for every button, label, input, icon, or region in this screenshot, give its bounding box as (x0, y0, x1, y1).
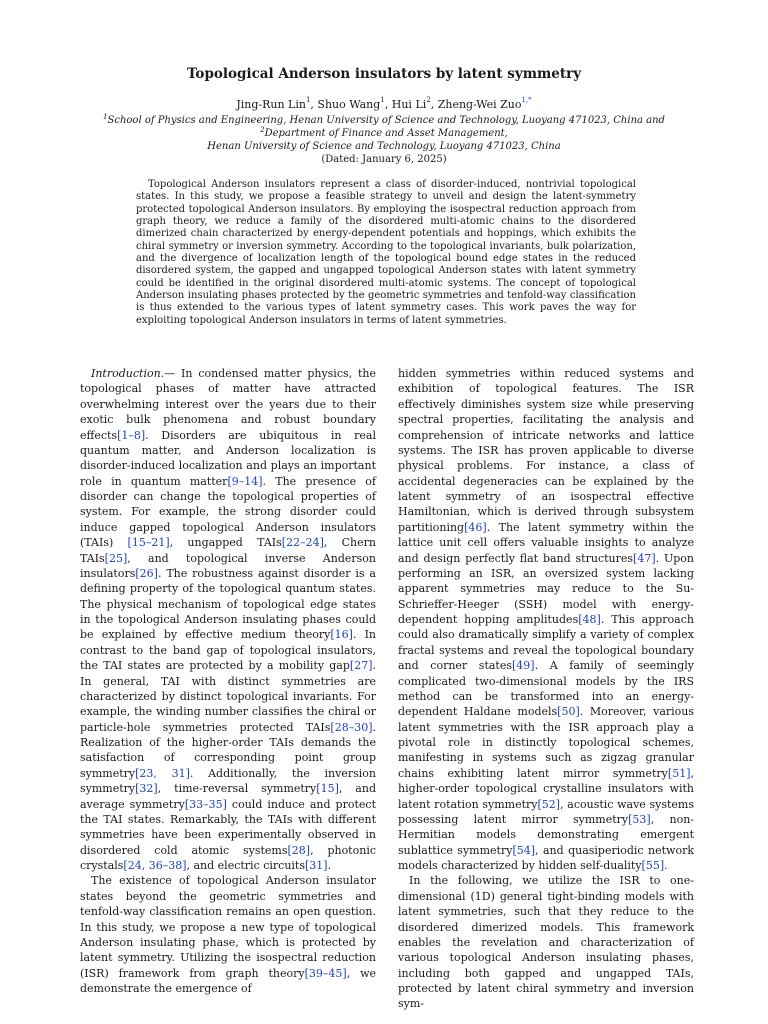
citation-link[interactable]: [32] (135, 782, 158, 796)
body-text: , photonic crystals (80, 843, 376, 872)
author-affiliation-mark[interactable]: 1,* (521, 96, 532, 104)
body-text: , non-Hermitian models demonstrating emergent sublattice symmetry (398, 812, 694, 857)
body-text: , and topological inverse Anderson insulators (80, 551, 376, 580)
body-text: . The robustness against disorder is a defining property of the topological quantum states. The physical mechanism of topological edge states in the topological Anderson insulating phases could be explained by effective medium theory (80, 566, 376, 642)
author-name: Shuo Wang (317, 98, 381, 111)
citation-link[interactable]: [22–24] (281, 536, 324, 550)
affiliation-text: Department of Finance and Asset Management, (264, 128, 508, 139)
body-text: , time-reversal symmetry (157, 782, 317, 796)
body-text: , acoustic wave systems possessing latent mirror symmetry (398, 797, 694, 826)
citation-link[interactable]: [51] (667, 766, 691, 780)
body-text: , and average symmetry (80, 782, 376, 811)
body-text: . Additionally, the inversion symmetry (80, 766, 376, 796)
abstract (136, 179, 636, 327)
body-text: , ungapped TAIs (169, 536, 282, 550)
citation-link[interactable]: [27] (349, 659, 373, 673)
body-text: , higher-order topological crystalline insulators with latent rotation symmetry (398, 766, 694, 811)
citation-link[interactable]: [55] (641, 859, 665, 872)
left-column (80, 366, 376, 996)
intro-paragraph-4: In the following, we utilize the ISR to one-dimensional (1D) general tight-binding models with latent symmetries, such that they reduce to the disordered dimerized models. This framework enables the revelation and characterization of various topological Anderson insulating phases, including both gapped and ungapped TAIs, protected by latent chiral symmetry and inversion sym- (398, 874, 694, 1011)
body-text: . In contrast to the band gap of topological insulators, the TAI states are protected by a mobility gap (80, 628, 376, 673)
citation-link[interactable]: [28–30] (330, 720, 373, 734)
author-affiliation-mark: 1 (380, 96, 385, 104)
body-text: . (327, 859, 332, 872)
citation-link[interactable]: [9–14] (227, 474, 263, 488)
citation-link[interactable]: [47] (633, 551, 656, 565)
author-affiliation-mark: 1 (305, 96, 311, 104)
affiliation-line-1 (0, 115, 768, 126)
body-text: , and quasiperiodic network models characterized by hidden self-duality (398, 843, 694, 872)
author-affiliation-mark: 2 (426, 96, 431, 104)
body-text: , Chern TAIs (80, 536, 376, 565)
dated-line: (Dated: January 6, 2025) (321, 154, 447, 165)
body-text: , and electric circuits (186, 859, 305, 872)
citation-link[interactable]: [53] (628, 812, 651, 826)
body-text: . Moreover, various latent symmetries with the ISR approach play a pivotal role in distinctly topological schemes, manifesting in systems such as zigzag granular chains exhibiting latent mirror symmetry (398, 705, 694, 780)
citation-link[interactable]: [15] (316, 782, 339, 796)
citation-link[interactable]: [28] (287, 843, 311, 857)
citation-link[interactable]: [16] (330, 628, 353, 642)
citation-link[interactable]: [52] (537, 797, 561, 811)
author-name: Jing-Run Lin (236, 98, 306, 111)
body-text: . (664, 859, 668, 872)
affiliation-mark: 1 (103, 113, 108, 121)
author-list: Jing-Run Lin$^1$, Shuo Wang$^1$, Hui Li$^2$, Zheng-Wei Zuo$^{1,*}$ (236, 96, 532, 111)
body-text: . The presence of disorder can change the topological properties of system. For example, the strong disorder could induce gapped topological Anderson insulators (TAIs) (80, 474, 376, 550)
paper-title: Topological Anderson insulators by latent symmetry (186, 66, 582, 82)
citation-link[interactable]: [46] (464, 520, 487, 534)
body-text: could induce and protect the TAI states. Remarkably, the TAIs with different symmetries have been experimentally observed in disordered cold atomic systems (80, 797, 376, 857)
right-column (398, 366, 694, 1012)
citation-link[interactable]: [49] (512, 659, 535, 673)
citation-link[interactable]: [31] (305, 859, 328, 872)
body-text: The existence of topological Anderson insulator states beyond the geometric symmetries and tenfold-way classification remains an open question. In this study, we propose a new type of topological Anderson insulating phase, which is protected by latent symmetry. Utilizing the isospectral reduction (ISR) framework from graph theory (80, 874, 376, 980)
author-name: Hui Li (391, 98, 427, 111)
affiliation-text: School of Physics and Engineering, Henan University of Science and Technology, Luoyang 471023, China and (107, 115, 665, 126)
body-text: . In general, TAI with distinct symmetries are characterized by distinct topological invariants. For example, the winding number classifies the chiral or particle-hole symmetries protected TAIs (80, 659, 376, 734)
citation-link[interactable]: [33–35] (184, 797, 227, 811)
citation-link[interactable]: [25] (104, 551, 128, 565)
abstract-text: Topological Anderson insulators represent a class of disorder-induced, nontrivial topological states. In this study, we propose a feasible strategy to unveil and design the latent-symmetry protected topological Anderson insulators. By employing the isospectral reduction approach from graph theory, we reduce a family of the disordered multi-atomic chains to the disordered dimerized chain characterized by energy-dependent potentials and hoppings, which exhibits the chiral symmetry or inversion symmetry. According to the topological invariants, bulk polarization, and the divergence of localization length of the topological bound edge states in the reduced disordered system, the gapped and ungapped topological Anderson states with latent symmetry could be identified in the original disordered multi-atomic systems. The concept of topological Anderson insulating phases protected by the geometric symmetries and tenfold-way classification is thus extended to the various types of latent symmetry cases. This work paves the way for exploiting topological Anderson insulators in terms of latent symmetries. (136, 179, 636, 326)
intro-paragraph-2 (80, 873, 376, 996)
citation-link[interactable]: [48] (578, 613, 601, 626)
citation-link[interactable]: [39–45] (304, 966, 347, 980)
body-text: , we demonstrate the emergence of (80, 966, 377, 995)
body-text: hidden symmetries within reduced systems and exhibition of topological features. The ISR effectively diminishes system size while preserving spectral properties, facilitating the analysis and comprehension of intricate networks and lattice systems. The ISR has proven applicable to diverse physical problems. For instance, a class of accidental degeneracies can be explained by the latent symmetry of an isospectral effective Hamiltonian, which is derived through subsystem partitioning (398, 367, 694, 534)
citation-link[interactable]: [24, 36–38] (123, 859, 187, 872)
affiliation-line-3: Henan University of Science and Technology, Luoyang 471023, China (207, 141, 561, 152)
author-name: Zheng-Wei Zuo (437, 98, 522, 111)
body-text: . A family of seemingly complicated two-dimensional models by the IRS method can be transformed into an energy-dependent Haldane models (398, 659, 694, 719)
citation-link[interactable]: [15–21] (127, 536, 170, 550)
body-text: . Disorders are ubiquitous in real quantum matter, and Anderson localization is disorder-induced localization and plays an important role in quantum matter (80, 428, 376, 488)
body-text: . Upon performing an ISR, an oversized system lacking apparent symmetries may reduce to the Su-Schrieffer-Heeger (SSH) model with energy-dependent hopping amplitudes (398, 551, 694, 626)
body-text: . This approach could also dramatically simplify a variety of complex fractal systems and reveal the topological boundary and corner states (398, 613, 694, 673)
affiliation-mark: 2 (260, 126, 265, 134)
body-text: . Realization of the higher-order TAIs demands the satisfaction of corresponding point group symmetry (80, 720, 376, 780)
citation-link[interactable]: [1–8] (117, 428, 146, 442)
citation-link[interactable]: [50] (557, 705, 580, 719)
body-text: . The latent symmetry within the lattice unit cell offers valuable insights to analyze and design perfectly flat band structures (398, 520, 694, 565)
citation-link[interactable]: [26] (135, 566, 158, 580)
section-lead: Introduction. (91, 367, 165, 380)
citation-link[interactable]: [54] (512, 843, 536, 857)
citation-link[interactable]: [23, 31] (135, 766, 190, 780)
intro-paragraph-3 (398, 366, 694, 873)
body-text: — In condensed matter physics, the topological phases of matter have attracted overwhelming interest over the years due to their exotic bulk phenomena and robust boundary effects (80, 367, 376, 442)
intro-paragraph-1 (80, 366, 376, 873)
affiliation-line-2 (0, 128, 768, 139)
